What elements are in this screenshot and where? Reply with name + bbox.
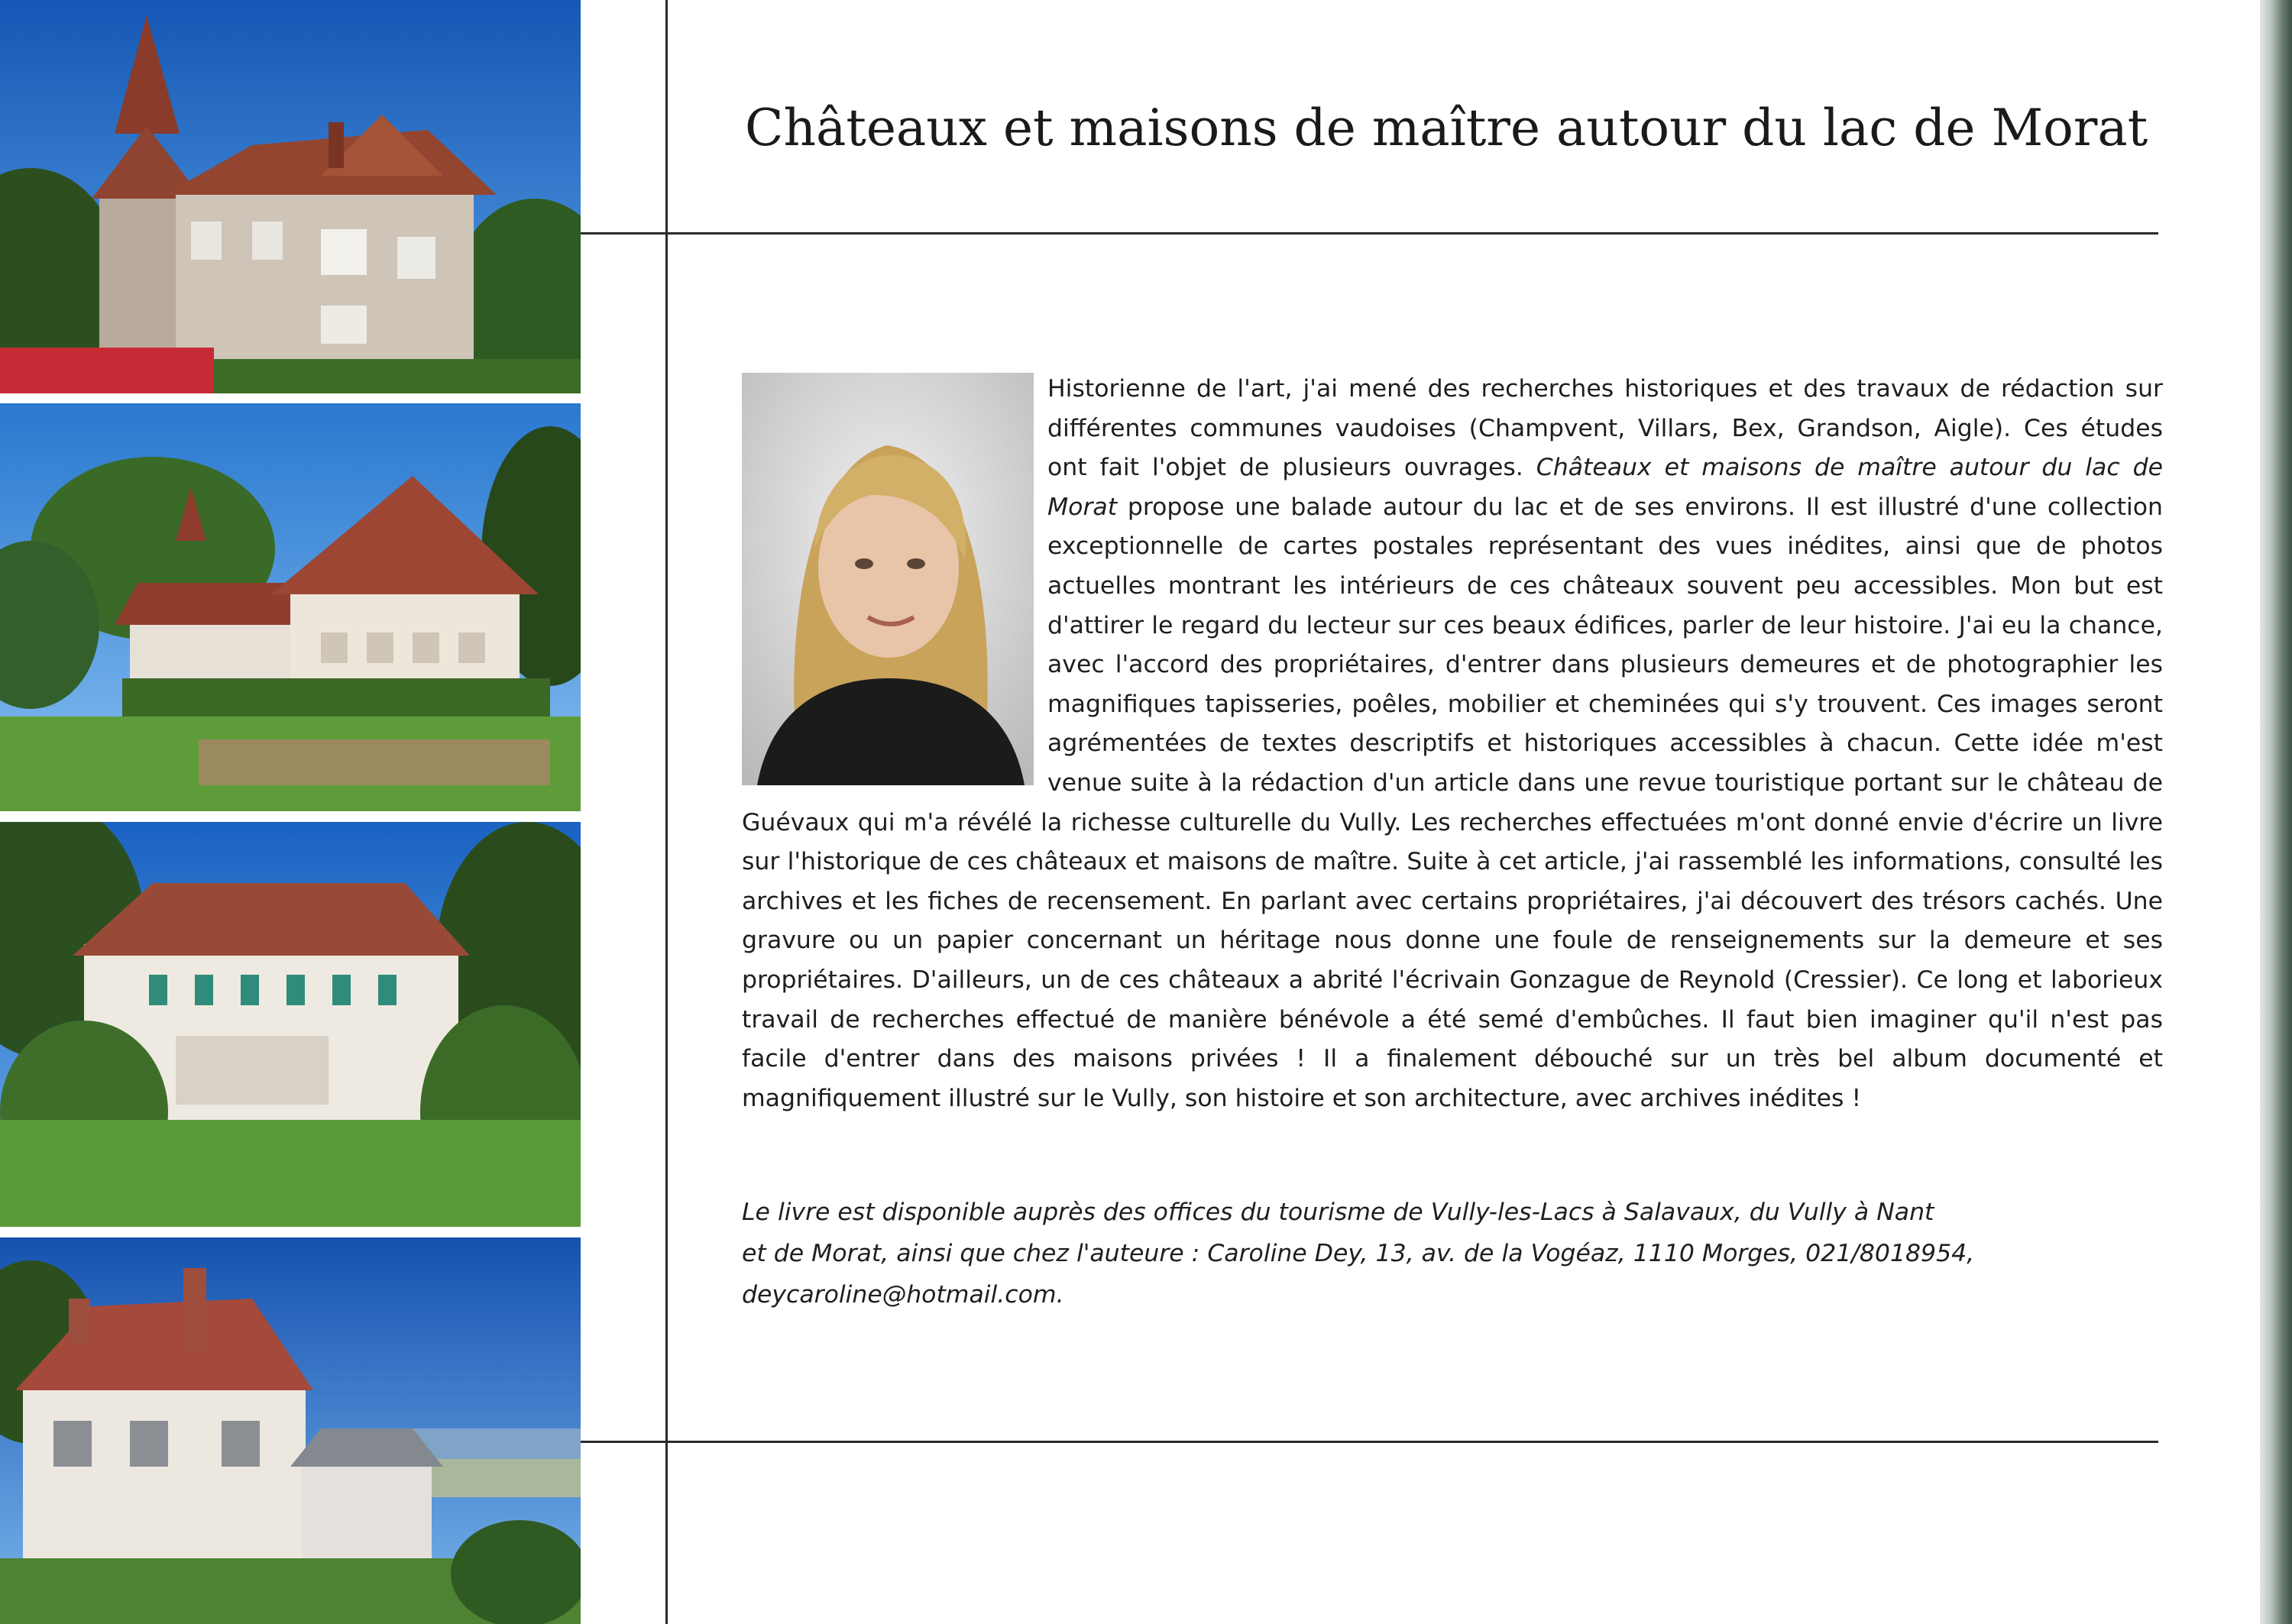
- article-book-title: Châteaux et maisons de maître autour du lac de Morat: [1047, 454, 2163, 521]
- top-rule: [581, 232, 2158, 235]
- photo-manor-garden: [0, 403, 581, 811]
- chateau-turret-image: [0, 0, 581, 393]
- maison-lawn-image: [0, 822, 581, 1227]
- vertical-divider: [665, 0, 668, 1624]
- villa-lake-image: [0, 1237, 581, 1624]
- portrait-text-wrap: [742, 370, 1047, 779]
- page-title: Châteaux et maisons de maître autour du lac de Morat: [745, 99, 2148, 157]
- photo-villa-lake: [0, 1237, 581, 1624]
- availability-line-2: et de Morat, ainsi que chez l'auteure : Caroline Dey, 13, av. de la Vogéaz, 1110 Morges, 021/8018954,: [742, 1240, 1975, 1267]
- availability-note: [742, 1192, 2163, 1315]
- photo-strip: [0, 0, 581, 1624]
- article-text-part1: Historienne de l'art, j'ai mené des recherches historiques et des travaux de rédaction sur différentes communes vaudoises (Champvent, Villars, Bex, Grandson, Aigle). Ces études ont fait l'objet de plusieurs ouvrages.: [1047, 375, 2163, 482]
- photo-maison-lawn: [0, 822, 581, 1227]
- bottom-rule: [581, 1441, 2158, 1443]
- article-body: [742, 370, 2163, 1118]
- manor-garden-image: [0, 403, 581, 811]
- scan-edge: [2260, 0, 2292, 1624]
- photo-chateau-turret: [0, 0, 581, 393]
- article-text-part2: propose une balade autour du lac et de ses environs. Il est illustré d'une collection exceptionnelle de cartes postales représentant des vues inédites, ainsi que de photos actuelles montrant les intérieurs de ces châteaux souvent peu accessibles. Mon but est d'attirer le regard du lecteur sur ces beaux édifices, parler de leur histoire. J'ai eu la chance, avec l'accord des propriétaires, d'entrer dans plusieurs demeures et de photographier les magnifiques tapisseries, poêles, mobilier et cheminées qui s'y trouvent. Ces images seront agrémentées de textes descriptifs et historiques accessibles à chacun. Cette idée m'est venue suite à la rédaction d'un article dans une revue touristique portant sur le château de Guévaux qui m'a révélé la richesse culturelle du Vully. Les recherches effectuées m'ont donné envie d'écrire un livre sur l'historique de ces châteaux et maisons de maître. Suite à cet article, j'ai rassemblé les informations, consulté les archives et les fiches de recensement. En parlant avec certains propriétaires, j'ai découvert des trésors cachés. Une gravure ou un papier concernant un héritage nous donne une foule de renseignements sur la demeure et ses propriétaires. D'ailleurs, un de ces châteaux a abrité l'écrivain Gonzague de Reynold (Cressier). Ce long et laborieux travail de recherches effectué de manière bénévole a été semé d'embûches. Il faut bien imaginer qu'il n'est pas facile d'entrer dans des maisons privées ! Il a finalement débouché sur un très bel album documenté et magnifiquement illustré sur le Vully, son histoire et son architecture, avec archives inédites !: [742, 493, 2163, 1112]
- availability-email: deycaroline@hotmail.com.: [742, 1281, 1064, 1309]
- availability-line-1: Le livre est disponible auprès des offices du tourisme de Vully-les-Lacs à Salavaux, du Vully à Nant: [742, 1199, 1934, 1226]
